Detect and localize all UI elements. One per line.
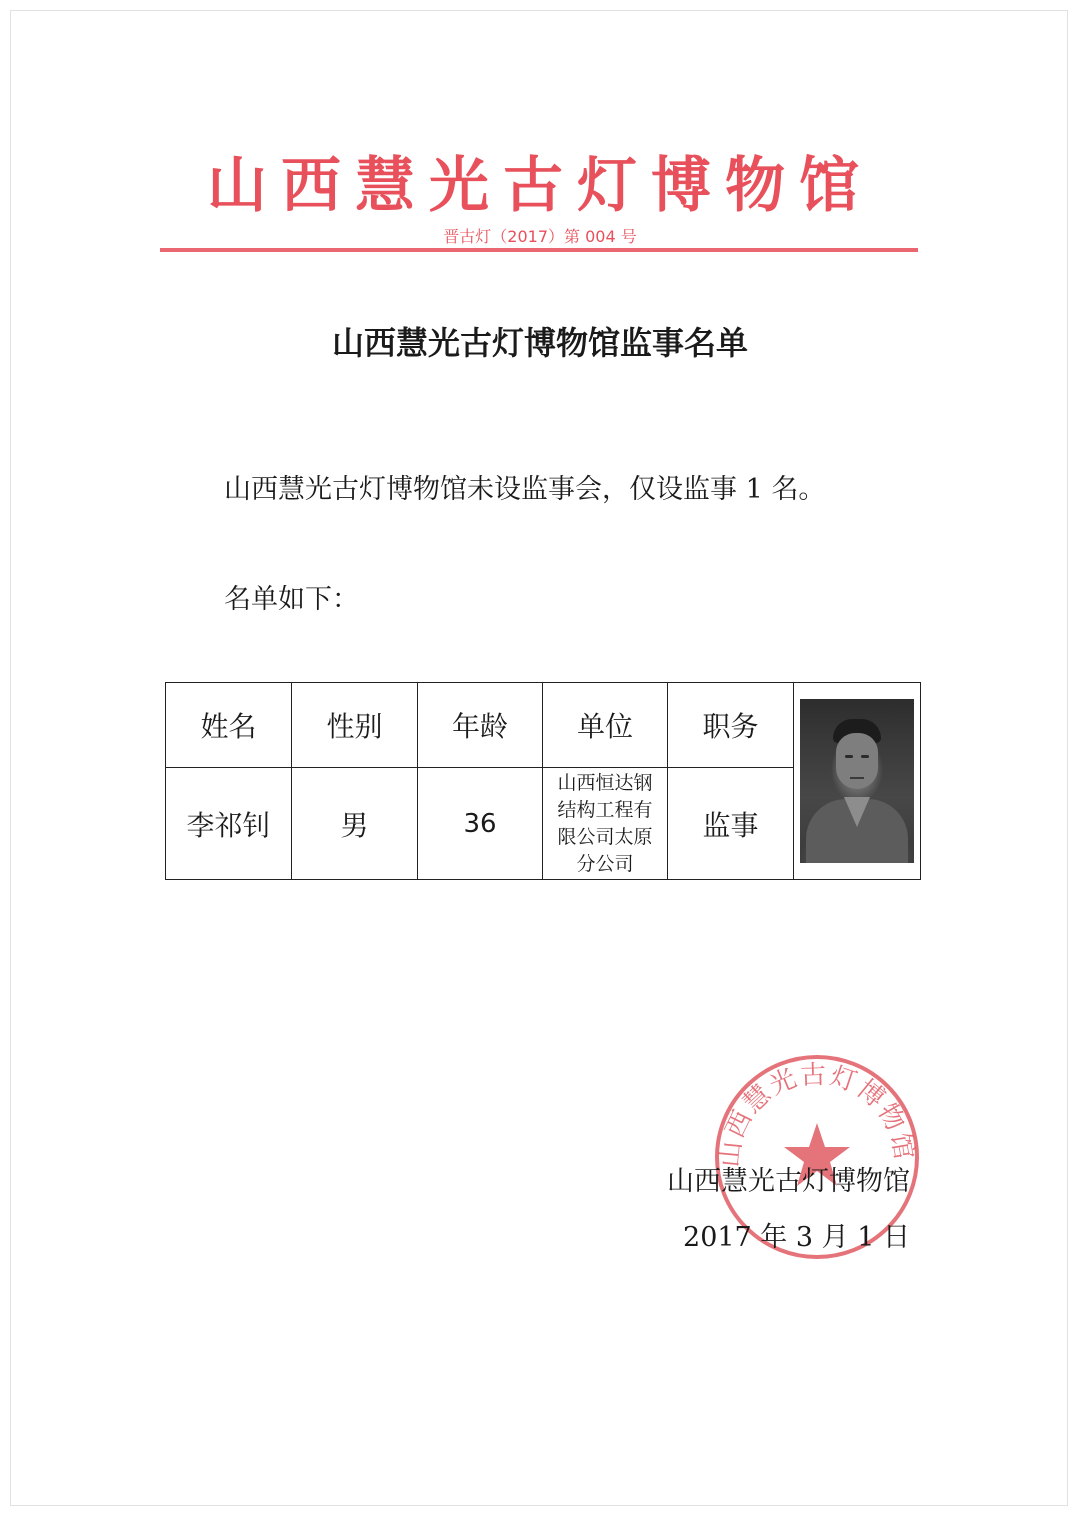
letterhead-divider — [160, 248, 918, 252]
document-title: 山西慧光古灯博物馆监事名单 — [331, 324, 748, 362]
portrait-photo — [800, 699, 914, 863]
cell-age: 36 — [418, 768, 543, 880]
header-age: 年龄 — [418, 683, 543, 768]
photo-cell — [794, 683, 921, 880]
signature-date: 2017 年 3 月 1 日 — [683, 1222, 910, 1253]
signature-organization: 山西慧光古灯博物馆 — [667, 1166, 910, 1197]
cell-gender: 男 — [292, 768, 418, 880]
header-unit: 单位 — [543, 683, 668, 768]
cell-position: 监事 — [668, 768, 794, 880]
document-number: 晋古灯（2017）第 004 号 — [443, 227, 637, 246]
cell-unit: 山西恒达钢结构工程有限公司太原分公司 — [543, 768, 668, 880]
supervisor-table — [165, 682, 921, 880]
seal-text: 山西慧光古灯博物馆 — [715, 1060, 919, 1169]
header-position: 职务 — [668, 683, 794, 768]
list-intro: 名单如下： — [224, 584, 359, 615]
header-name: 姓名 — [166, 683, 292, 768]
letterhead-title: 山西慧光古灯博物馆 — [207, 151, 873, 221]
cell-name: 李祁钊 — [166, 768, 292, 880]
table-header-row — [166, 683, 921, 768]
body-paragraph: 山西慧光古灯博物馆未设监事会，仅设监事 1 名。 — [224, 474, 826, 505]
header-gender: 性别 — [292, 683, 418, 768]
